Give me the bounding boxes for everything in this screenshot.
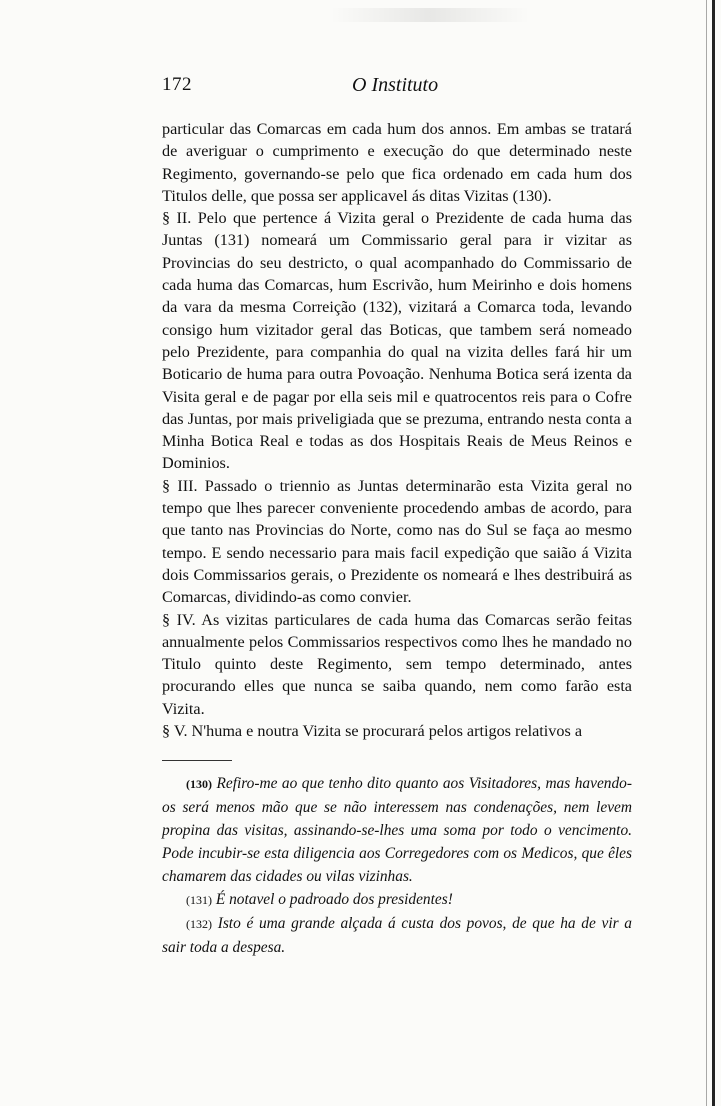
page-header bbox=[162, 72, 632, 102]
paragraph: particular das Comarcas em cada hum dos annos. Em ambas se tratará de averiguar o cumprimento e execução do que determinado neste Regimento, governando-se pelo que fica ordenado em cada hum dos Titulos delle, que possa ser applicavel ás ditas Vizitas (130). bbox=[162, 120, 632, 205]
page-number: 172 bbox=[162, 74, 192, 95]
paragraph: § IV. As vizitas particulares de cada huma das Comarcas serão feitas annualmente pelos Commissarios respectivos como lhes he mandado no Titulo quinto deste Regimento, sem tempo determinado, antes procurando elles que nunca se saiba quando, nem como farão esta Vizita. bbox=[162, 610, 632, 718]
footnote-mark: (130) bbox=[186, 777, 212, 791]
footnote-divider bbox=[162, 760, 232, 761]
footnote-mark: (132) bbox=[186, 917, 212, 931]
page-edge-shadow bbox=[712, 0, 715, 1106]
body-text bbox=[162, 118, 632, 742]
footnote-131 bbox=[162, 888, 632, 912]
paragraph: § III. Passado o triennio as Juntas determinarão esta Vizita geral no tempo que lhes parecer conveniente procedendo ambas de acordo, para que tanto nas Provincias do Norte, como nas do Sul se faça ao mesmo tempo. E sendo necessario para mais facil expedição que saião á Vizita dois Commissarios gerais, o Prezidente os nomeará e lhes destribuirá as Comarcas, dividindo-as como convier. bbox=[162, 476, 632, 607]
scan-smudge bbox=[330, 8, 530, 22]
footnote-text: É notavel o padroado dos presidentes! bbox=[215, 891, 453, 908]
footnote-text: Isto é uma grande alçada á custa dos povos, de que ha de vir a sair toda a despesa. bbox=[162, 915, 632, 956]
paragraph: § V. N'huma e noutra Vizita se procurará pelos artigos relativos a bbox=[162, 722, 583, 741]
footnote-132 bbox=[162, 912, 632, 959]
page-edge-line bbox=[706, 0, 707, 1106]
footnote-130 bbox=[162, 772, 632, 888]
footnote-text: Refiro-me ao que tenho dito quanto aos Visitadores, mas havendo-os será menos mão que se não interessem nas condenações, nem levem propina das visitas, assinando-se-lhes uma soma por todo o vencimento. Pode incubir-se esta diligencia aos Corregedores com os Medicos, que êles chamarem das cidades ou vilas vizinhas. bbox=[162, 775, 632, 885]
footnote-mark: (131) bbox=[186, 893, 212, 907]
running-title: O Instituto bbox=[352, 74, 439, 96]
footnotes bbox=[162, 772, 632, 959]
paragraph: § II. Pelo que pertence á Vizita geral o Prezidente de cada huma das Juntas (131) nomeará um Commissario geral para ir vizitar as Provincias do seu destricto, o qual acompanhado do Commissario de cada huma das Comarcas, hum Escrivão, hum Meirinho e dois homens da vara da mesma Correição (132), vizitará a Comarca toda, levando consigo hum vizitador geral das Boticas, que tambem será nomeado pelo Prezidente, para companhia do qual na vizita delles fará hir um Boticario de huma para outra Povoação. Nenhuma Botica será izenta da Visita geral e de pagar por ella seis mil e quatrocentos reis para o Cofre das Juntas, por mais priveligiada que se prezuma, entrando nesta conta a Minha Botica Real e todas as dos Hospitais Reais de Meus Reinos e Dominios. bbox=[162, 209, 632, 473]
